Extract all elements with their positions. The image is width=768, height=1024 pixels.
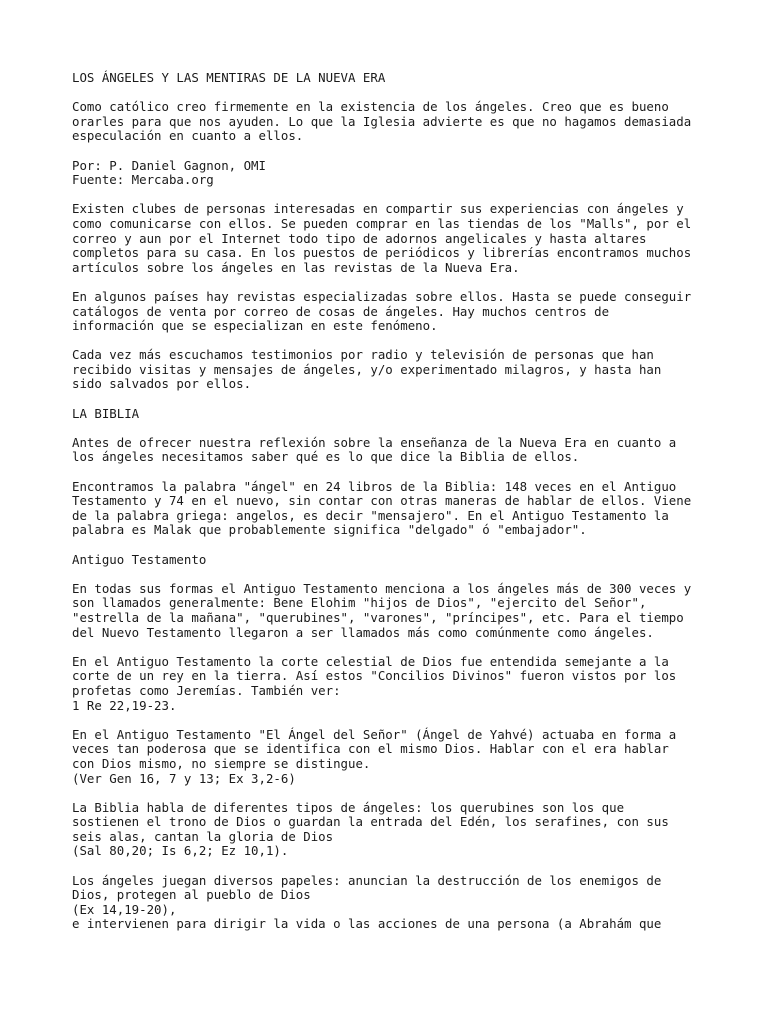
paragraph-angel-del-senor: En el Antiguo Testamento "El Ángel del Señor" (Ángel de Yahvé) actuaba en forma a veces tan poderosa que se identifica con el mismo Dios. Hablar con el era hablar con Dios mismo, no siempre se distingue. (Ver Gen 16, 7 y 13; Ex 3,2-6) [72, 726, 677, 786]
paragraph-testimonios: Cada vez más escuchamos testimonios por radio y televisión de personas que han recibido visitas y mensajes de ángeles, y/o experimentado milagros, y hasta han sido salvados por ellos. [72, 347, 662, 392]
paragraph-palabra-angel: Encontramos la palabra "ángel" en 24 libros de la Biblia: 148 veces en el Antiguo Testamento y 74 en el nuevo, sin contar con otras maneras de hablar de ellos. Viene de la palabra griega: angelos, es decir "mensajero". En el Antiguo Testamento la palabra es Malak que probablemente significa "delgado" ó "embajador". [72, 478, 692, 538]
paragraph-tipos-angeles: La Biblia habla de diferentes tipos de ángeles: los querubines son los que sostienen el trono de Dios o guardan la entrada del Edén, los serafines, con sus seis alas, cantan la gloria de Dios (Sal 80,20; Is 6,2; Ez 10,1). [72, 799, 669, 859]
section-heading-antiguo-testamento: Antiguo Testamento [72, 551, 207, 567]
paragraph-revistas: En algunos países hay revistas especializadas sobre ellos. Hasta se puede conseguir catálogos de venta por correo de cosas de ángeles. Hay muchos centros de información que se especializan en este fenómeno. [72, 288, 692, 334]
section-heading-biblia: LA BIBLIA [72, 405, 140, 421]
paragraph-corte-celestial: En el Antiguo Testamento la corte celestial de Dios fue entendida semejante a la corte de un rey en la tierra. Así estos "Concilios Divinos" fueron vistos por los profetas como Jeremías. También ver: 1 Re 22,19-23. [72, 653, 677, 713]
document-page [72, 71, 712, 947]
byline: Por: P. Daniel Gagnon, OMI Fuente: Mercaba.org [72, 157, 266, 188]
paragraph-reflexion: Antes de ofrecer nuestra reflexión sobre la enseñanza de la Nueva Era en cuanto a los ángeles necesitamos saber qué es lo que dice la Biblia de ellos. [72, 434, 677, 465]
document-title: LOS ÁNGELES Y LAS MENTIRAS DE LA NUEVA ERA [72, 70, 386, 85]
paragraph-papeles: Los ángeles juegan diversos papeles: anuncian la destrucción de los enemigos de Dios, protegen al pueblo de Dios (Ex 14,19-20), e intervienen para dirigir la vida o las acciones de una persona (a Abrahám que [72, 872, 662, 932]
paragraph-clubs: Existen clubes de personas interesadas en compartir sus experiencias con ángeles y como comunicarse con ellos. Se pueden comprar en las tiendas de los "Malls", por el correo y aun por el Internet todo tipo de adornos angelicales y hasta altares completos para su casa. En los puestos de periódicos y librerías encontramos muchos artículos sobre los ángeles en las revistas de la Nueva Era. [72, 201, 692, 275]
paragraph-formas: En todas sus formas el Antiguo Testamento menciona a los ángeles más de 300 veces y son llamados generalmente: Bene Elohim "hijos de Dios", "ejercito del Señor", "estrella de la mañana", "querubines", "varones", "príncipes", etc. Para el tiempo del Nuevo Testamento llegaron a ser llamados más como comúnmente como ángeles. [72, 580, 692, 640]
intro-paragraph: Como católico creo firmemente en la existencia de los ángeles. Creo que es bueno orarles para que nos ayuden. Lo que la Iglesia advierte es que no hagamos demasiada especulación en cuanto a ellos. [72, 99, 692, 144]
